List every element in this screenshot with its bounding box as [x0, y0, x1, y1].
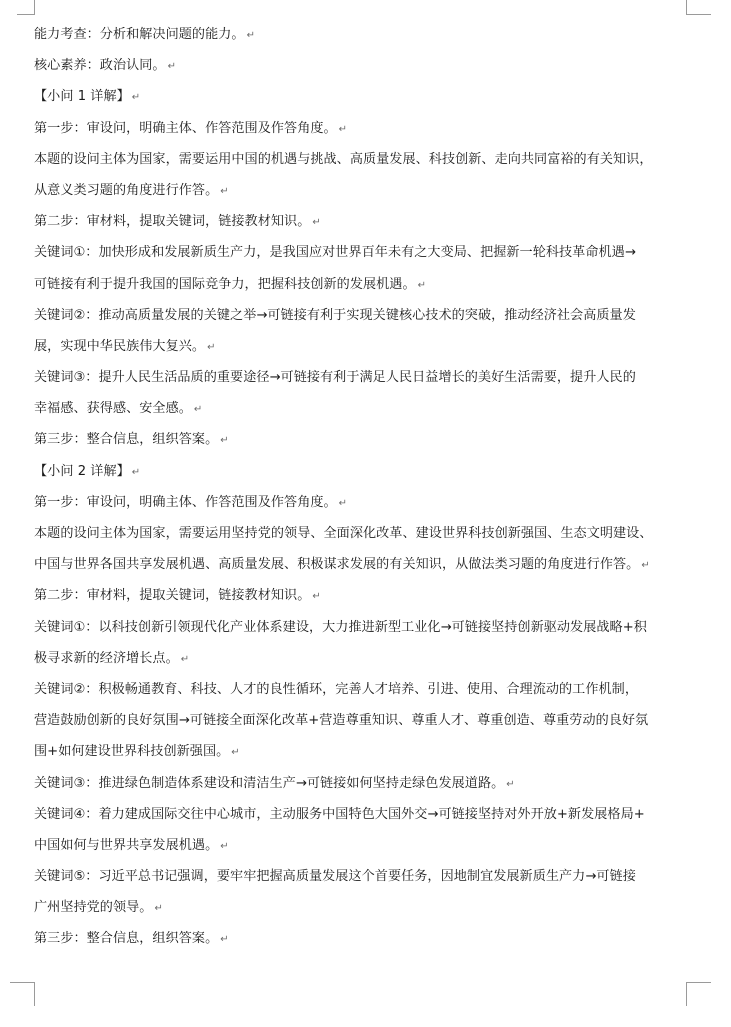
- paragraph-mark-icon: ↵: [338, 123, 348, 135]
- line-text: 关键词⑤：习近平总书记强调，要牢牢把握高质量发展这个首要任务，因地制宜发展新质生产力→可链接: [34, 869, 636, 885]
- line-text: 幸福感、获得感、安全感。: [34, 401, 192, 417]
- line-text: 中国与世界各国共享发展机遇、高质量发展、积极谋求发展的有关知识，从做法类习题的角度进行作答。: [34, 557, 640, 573]
- line-text: 能力考查：分析和解决问题的能力。: [34, 27, 245, 42]
- line-text: 本题的设问主体为国家，需要运用坚持党的领导、全面深化改革、建设世界科技创新强国、生态文明建设、: [34, 526, 653, 541]
- line-text: 中国如何与世界共享发展机遇。: [34, 837, 219, 853]
- section-heading: [34, 456, 688, 487]
- line-text: 围+如何建设世界科技创新强国。: [34, 744, 230, 760]
- paragraph-mark-icon: ↵: [180, 653, 190, 665]
- paragraph-line: [34, 799, 688, 830]
- paragraph-mark-icon: ↵: [207, 341, 216, 353]
- paragraph-mark-icon: ↵: [220, 185, 229, 197]
- line-text: 第一步：审设问，明确主体、作答范围及作答角度。: [34, 494, 337, 510]
- paragraph-line: [34, 300, 688, 331]
- paragraph-mark-icon: ↵: [338, 497, 348, 509]
- paragraph-line: [34, 206, 688, 237]
- line-text: 第三步：整合信息，组织答案。: [34, 432, 219, 448]
- paragraph-line: [34, 705, 688, 736]
- paragraph-mark-icon: ↵: [193, 404, 203, 416]
- line-text: 第二步：审材料，提取关键词，链接教材知识。: [34, 214, 311, 230]
- paragraph-line: [34, 393, 688, 424]
- paragraph-mark-icon: ↵: [220, 435, 229, 447]
- crop-mark-top-left: [17, 0, 35, 15]
- paragraph-line: [34, 736, 688, 767]
- paragraph-line: [34, 612, 688, 643]
- line-text: 关键词①：以科技创新引领现代化产业体系建设，大力推进新型工业化→可链接坚持创新驱动发展战略+积: [34, 619, 647, 635]
- paragraph-mark-icon: ↵: [506, 778, 515, 790]
- paragraph-mark-icon: ↵: [154, 903, 163, 915]
- paragraph-line: [34, 830, 688, 861]
- paragraph-line: [34, 580, 688, 611]
- paragraph-mark-icon: ↵: [312, 591, 321, 603]
- paragraph-line: [34, 50, 688, 81]
- paragraph-line: [34, 487, 688, 518]
- section-heading: [34, 81, 688, 112]
- paragraph-mark-icon: ↵: [220, 840, 229, 852]
- line-text: 关键词③：推进绿色制造体系建设和清洁生产→可链接如何坚持走绿色发展道路。: [34, 775, 505, 791]
- paragraph-mark-icon: ↵: [231, 747, 240, 759]
- line-text: 从意义类习题的角度进行作答。: [34, 182, 219, 198]
- paragraph-line: [34, 331, 688, 362]
- paragraph-mark-icon: ↵: [220, 934, 229, 946]
- paragraph-line: [34, 892, 688, 923]
- crop-mark-bottom-right: [686, 982, 711, 1006]
- line-text: 核心素养：政治认同。: [34, 58, 166, 74]
- paragraph-line: [34, 923, 688, 954]
- crop-mark-top-right: [686, 0, 711, 15]
- line-text: 【小问 1 详解】: [34, 89, 130, 105]
- paragraph-line: [34, 269, 688, 300]
- paragraph-line: [34, 19, 688, 50]
- line-text: 可链接有利于提升我国的国际竞争力，把握科技创新的发展机遇。: [34, 276, 416, 292]
- line-text: 展，实现中华民族伟大复兴。: [34, 338, 206, 354]
- line-text: 关键词①：加快形成和发展新质生产力，是我国应对世界百年未有之大变局、把握新一轮科技革命机遇→: [34, 245, 636, 261]
- line-text: 本题的设问主体为国家，需要运用中国的机遇与挑战、高质量发展、科技创新、走向共同富裕的有关知识，: [34, 151, 653, 167]
- paragraph-line: [34, 144, 688, 175]
- paragraph-mark-icon: ↵: [167, 61, 177, 73]
- paragraph-line: [34, 674, 688, 705]
- line-text: 第三步：整合信息，组织答案。: [34, 931, 219, 947]
- paragraph-mark-icon: ↵: [246, 30, 255, 41]
- line-text: 第一步：审设问，明确主体、作答范围及作答角度。: [34, 120, 337, 136]
- line-text: 第二步：审材料，提取关键词，链接教材知识。: [34, 588, 311, 604]
- paragraph-mark-icon: ↵: [131, 466, 141, 478]
- paragraph-mark-icon: ↵: [417, 279, 427, 291]
- paragraph-line: [34, 549, 688, 580]
- line-text: 关键词④：着力建成国际交往中心城市，主动服务中国特色大国外交→可链接坚持对外开放+新发展格局+: [34, 806, 645, 822]
- line-text: 广州坚持党的领导。: [34, 900, 153, 916]
- crop-mark-bottom-left: [10, 982, 35, 1006]
- line-text: 关键词③：提升人民生活品质的重要途径→可链接有利于满足人民日益增长的美好生活需要，提升人民的: [34, 370, 636, 386]
- paragraph-line: [34, 237, 688, 268]
- paragraph-mark-icon: ↵: [641, 560, 650, 572]
- paragraph-line: [34, 362, 688, 393]
- line-text: 关键词②：积极畅通教育、科技、人才的良性循环，完善人才培养、引进、使用、合理流动的工作机制，: [34, 681, 638, 697]
- paragraph-line: [34, 424, 688, 455]
- line-text: 关键词②：推动高质量发展的关键之举→可链接有利于实现关键核心技术的突破，推动经济社会高质量发: [34, 307, 636, 323]
- paragraph-line: [34, 768, 688, 799]
- paragraph-line: [34, 861, 688, 892]
- paragraph-mark-icon: ↵: [131, 92, 141, 104]
- paragraph-line: [34, 643, 688, 674]
- paragraph-line: [34, 113, 688, 144]
- document-body: [34, 19, 688, 955]
- paragraph-line: [34, 518, 688, 549]
- line-text: 极寻求新的经济增长点。: [34, 650, 179, 666]
- line-text: 营造鼓励创新的良好氛围→可链接全面深化改革+营造尊重知识、尊重人才、尊重创造、尊重劳动的良好氛: [34, 713, 649, 729]
- line-text: 【小问 2 详解】: [34, 463, 130, 479]
- paragraph-mark-icon: ↵: [312, 217, 321, 229]
- paragraph-line: [34, 175, 688, 206]
